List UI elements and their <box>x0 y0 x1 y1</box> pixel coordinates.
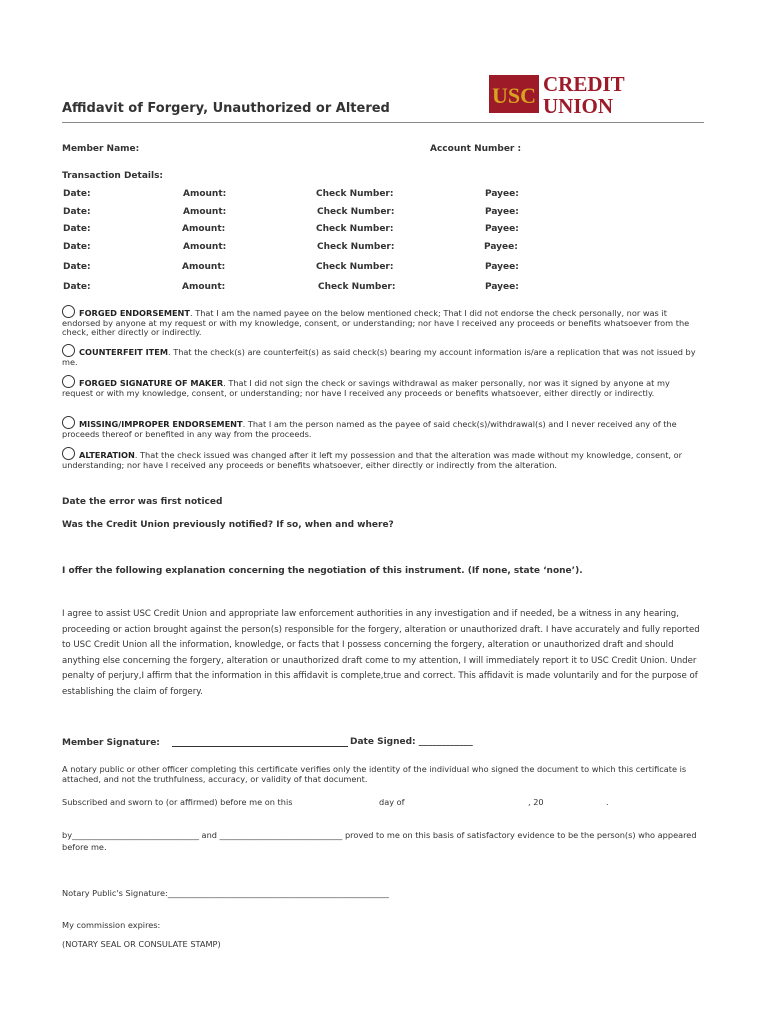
option-text: . That the check(s) are counterfeit(s) as said check(s) bearing my account information is/are a replication that was not issued by me. <box>62 347 696 367</box>
payee-label: Payee: <box>485 224 519 234</box>
check-number-label: Check Number: <box>316 262 394 272</box>
amount-label: Amount: <box>182 224 226 234</box>
option-heading: ALTERATION <box>79 450 135 460</box>
radio-circle-icon[interactable] <box>62 447 75 460</box>
date-label: Date: <box>63 262 91 272</box>
check-number-label: Check Number: <box>316 189 394 199</box>
radio-circle-icon[interactable] <box>62 375 75 388</box>
payee-label: Payee: <box>485 207 519 217</box>
option-counterfeit-item[interactable] <box>62 344 702 367</box>
option-heading: MISSING/IMPROPER ENDORSEMENT <box>79 419 243 429</box>
date-label: Date: <box>63 189 91 199</box>
amount-label: Amount: <box>182 262 226 272</box>
transaction-details-label: Transaction Details: <box>62 171 164 181</box>
notary-signature-label: Notary Public's Signature:______________________________________________________ <box>62 888 389 898</box>
date-label: Date: <box>63 207 91 217</box>
date-label: Date: <box>63 242 91 252</box>
day-of-label: day of <box>379 797 405 807</box>
year-label: , 20 <box>528 797 544 807</box>
by-line: by_______________________________ and ______________________________ proved to me on this basis of satisfactory evidence to be the person(s) who appeared before me. <box>62 830 697 852</box>
transaction-row[interactable] <box>0 224 770 238</box>
notified-label: Was the Credit Union previously notified? If so, when and where? <box>62 520 394 530</box>
check-number-label: Check Number: <box>317 207 395 217</box>
transaction-row[interactable] <box>0 207 770 221</box>
payee-label: Payee: <box>485 282 519 292</box>
amount-label: Amount: <box>183 242 227 252</box>
check-number-label: Check Number: <box>318 282 396 292</box>
date-error-label: Date the error was first noticed <box>62 497 223 507</box>
option-text: . That I did not sign the check or savings withdrawal as maker personally, nor was it signed by anyone at my request or with my knowledge, consent, or understanding; nor have I received any proceeds or benefits whatsoever, either directly or indirectly. <box>62 378 670 398</box>
notary-notice: A notary public or other officer completing this certificate verifies only the identity of the individual who signed the document to which this certificate is attached, and not the truthfulness, accuracy, or validity of that document. <box>62 764 687 784</box>
subscribed-label: Subscribed and sworn to (or affirmed) before me on this <box>62 797 293 807</box>
header-rule <box>62 122 704 123</box>
radio-circle-icon[interactable] <box>62 305 75 318</box>
amount-label: Amount: <box>183 207 227 217</box>
option-alteration[interactable] <box>62 447 702 470</box>
option-text: . That I am the named payee on the below mentioned check; That I did not endorse the check personally, nor was it endorsed by anyone at my request or with my knowledge, consent, or understanding; nor have I received any proceeds or benefits whatsoever from the check, either directly or indirectly. <box>62 308 690 337</box>
transaction-row[interactable] <box>0 242 770 256</box>
date-signed-label: Date Signed: ____________ <box>350 737 473 747</box>
member-signature-field[interactable] <box>172 746 348 747</box>
option-missing-endorsement[interactable] <box>62 416 702 439</box>
page-title: Affidavit of Forgery, Unauthorized or Altered <box>62 101 390 116</box>
logo-credit: CREDIT <box>543 72 625 96</box>
amount-label: Amount: <box>183 189 227 199</box>
option-forged-signature[interactable] <box>62 375 702 398</box>
radio-circle-icon[interactable] <box>62 416 75 429</box>
payee-label: Payee: <box>484 242 518 252</box>
member-signature-label: Member Signature: <box>62 738 160 748</box>
amount-label: Amount: <box>182 282 226 292</box>
agreement-paragraph: I agree to assist USC Credit Union and appropriate law enforcement authorities in any investigation and if needed, be a witness in any hearing, proceeding or action brought against the person(s) responsible for the forgery, alteration or unauthorized draft. I have accurately and fully reported to USC Credit Union all the information, knowledge, or facts that I possess concerning the forgery, alteration or unauthorized draft and should anything else concerning the forgery, alteration or unauthorized draft come to my attention, I will immediately report it to USC Credit Union. Under penalty of perjury,I affirm that the information in this affidavit is complete,true and correct. This affidavit is made voluntarily and for the purpose of establishing the claim of forgery. <box>62 609 700 697</box>
commission-label: My commission expires: <box>62 920 161 930</box>
logo-usc: USC <box>491 83 537 108</box>
payee-label: Payee: <box>485 189 519 199</box>
explanation-label: I offer the following explanation concerning the negotiation of this instrument. (If none, state ‘none’). <box>62 566 583 576</box>
member-name-label: Member Name: <box>62 144 140 154</box>
check-number-label: Check Number: <box>317 242 395 252</box>
option-heading: COUNTERFEIT ITEM <box>79 347 168 357</box>
option-forged-endorsement[interactable] <box>62 305 702 338</box>
date-label: Date: <box>63 282 91 292</box>
check-number-label: Check Number: <box>316 224 394 234</box>
option-heading: FORGED ENDORSEMENT <box>79 308 190 318</box>
payee-label: Payee: <box>485 262 519 272</box>
transaction-row[interactable] <box>0 189 770 203</box>
option-text: . That I am the person named as the payee of said check(s)/withdrawal(s) and I never received any of the proceeds thereof or benefited in any way from the proceeds. <box>62 419 677 439</box>
period-mark: . <box>606 797 609 807</box>
radio-circle-icon[interactable] <box>62 344 75 357</box>
option-text: . That the check issued was changed after it left my possession and that the alteration was made without my knowledge, consent, or understanding; nor have I received any proceeds or benefits whatsoever, either directly or indirectly from the alteration. <box>62 450 683 470</box>
option-heading: FORGED SIGNATURE OF MAKER <box>79 378 224 388</box>
account-number-label: Account Number : <box>430 144 522 154</box>
seal-label: (NOTARY SEAL OR CONSULATE STAMP) <box>62 939 221 949</box>
transaction-row[interactable] <box>0 282 770 296</box>
transaction-row[interactable] <box>0 262 770 276</box>
usc-credit-union-logo <box>489 71 634 115</box>
date-label: Date: <box>63 224 91 234</box>
logo-union: UNION <box>543 94 614 115</box>
